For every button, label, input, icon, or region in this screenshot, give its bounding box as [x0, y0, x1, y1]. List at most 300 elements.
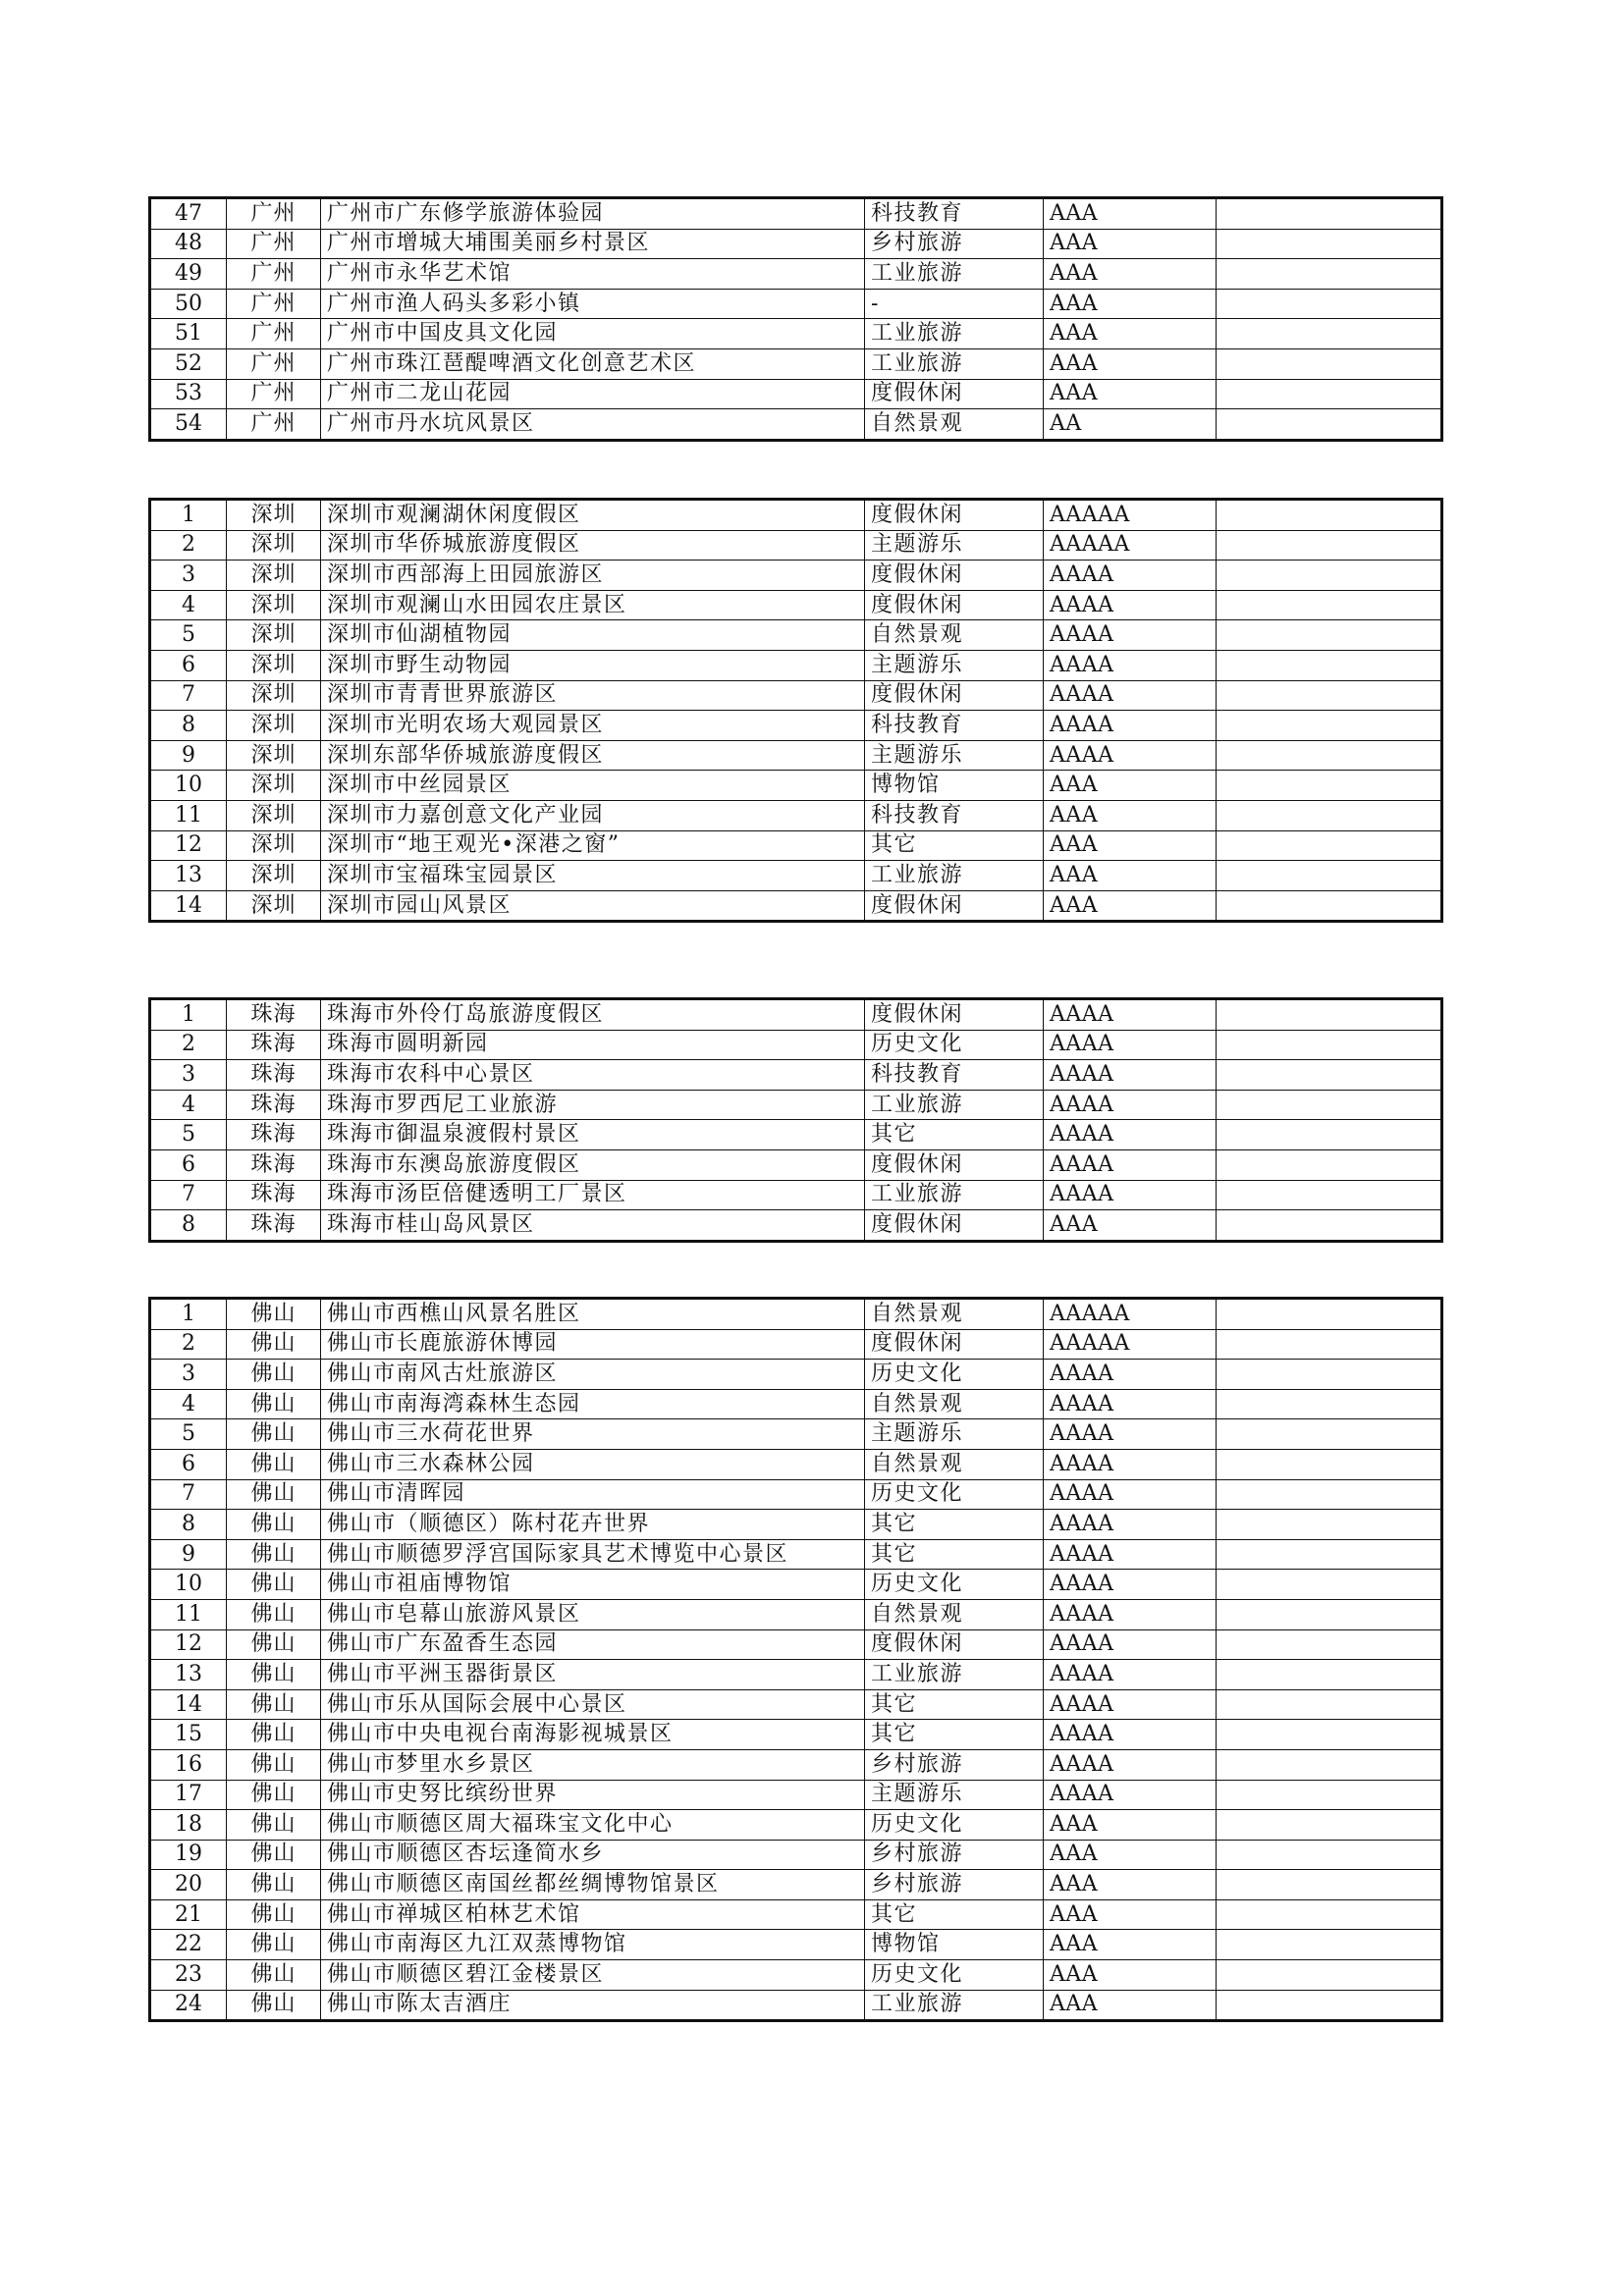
category-cell: 历史文化 — [865, 1030, 1044, 1060]
grade-cell: AAAAA — [1044, 1299, 1217, 1330]
note-cell — [1217, 198, 1442, 230]
table-row — [150, 800, 1442, 830]
table-row — [150, 711, 1442, 741]
city-cell: 深圳 — [227, 561, 321, 591]
row-number: 1 — [150, 1299, 227, 1330]
category-cell: 自然景观 — [865, 1449, 1044, 1479]
row-number: 21 — [150, 1899, 227, 1930]
grade-cell: AAA — [1044, 198, 1217, 230]
scenic-name-cell: 佛山市三水森林公园 — [321, 1449, 865, 1479]
row-number: 8 — [150, 711, 227, 741]
note-cell — [1217, 1840, 1442, 1870]
grade-cell: AAAA — [1044, 1660, 1217, 1690]
row-number: 53 — [150, 379, 227, 409]
category-cell: 其它 — [865, 1689, 1044, 1720]
city-cell: 佛山 — [227, 1479, 321, 1510]
city-cell: 深圳 — [227, 861, 321, 891]
scenic-name-cell: 佛山市乐从国际会展中心景区 — [321, 1689, 865, 1720]
category-cell: 工业旅游 — [865, 319, 1044, 349]
category-cell: 自然景观 — [865, 1299, 1044, 1330]
row-number: 13 — [150, 861, 227, 891]
table-row — [150, 561, 1442, 591]
row-number: 19 — [150, 1840, 227, 1870]
scenic-name-cell: 广州市丹水坑风景区 — [321, 409, 865, 441]
row-number: 18 — [150, 1810, 227, 1841]
table-row — [150, 650, 1442, 680]
scenic-name-cell: 广州市中国皮具文化园 — [321, 319, 865, 349]
grade-cell: AAAA — [1044, 1180, 1217, 1210]
city-cell: 佛山 — [227, 1780, 321, 1810]
note-cell — [1217, 999, 1442, 1031]
table-row — [150, 1780, 1442, 1810]
category-cell: 历史文化 — [865, 1479, 1044, 1510]
scenic-name-cell: 佛山市禅城区柏林艺术馆 — [321, 1899, 865, 1930]
note-cell — [1217, 1899, 1442, 1930]
category-cell: 乡村旅游 — [865, 229, 1044, 259]
category-cell: 工业旅游 — [865, 348, 1044, 379]
table-row — [150, 229, 1442, 259]
note-cell — [1217, 1960, 1442, 1991]
grade-cell: AAAA — [1044, 1090, 1217, 1120]
scenic-name-cell: 佛山市长鹿旅游休博园 — [321, 1329, 865, 1360]
row-number: 6 — [150, 1449, 227, 1479]
note-cell — [1217, 500, 1442, 531]
grade-cell: AAA — [1044, 1990, 1217, 2021]
city-cell: 佛山 — [227, 1960, 321, 1991]
table-row — [150, 1060, 1442, 1091]
note-cell — [1217, 1749, 1442, 1780]
scenic-name-cell: 深圳市野生动物园 — [321, 650, 865, 680]
city-cell: 深圳 — [227, 771, 321, 801]
row-number: 4 — [150, 590, 227, 620]
note-cell — [1217, 830, 1442, 861]
city-cell: 深圳 — [227, 830, 321, 861]
row-number: 6 — [150, 650, 227, 680]
city-cell: 广州 — [227, 348, 321, 379]
note-cell — [1217, 561, 1442, 591]
table-row — [150, 1930, 1442, 1960]
table-row — [150, 259, 1442, 290]
row-number: 12 — [150, 830, 227, 861]
scenic-name-cell: 佛山市顺德区碧江金楼景区 — [321, 1960, 865, 1991]
scenic-name-cell: 珠海市御温泉渡假村景区 — [321, 1120, 865, 1150]
note-cell — [1217, 1479, 1442, 1510]
note-cell — [1217, 1539, 1442, 1570]
row-number: 11 — [150, 800, 227, 830]
note-cell — [1217, 1030, 1442, 1060]
note-cell — [1217, 680, 1442, 711]
scenic-name-cell: 广州市广东修学旅游体验园 — [321, 198, 865, 230]
category-cell: 自然景观 — [865, 409, 1044, 441]
scenic-name-cell: 佛山市中央电视台南海影视城景区 — [321, 1720, 865, 1750]
row-number: 11 — [150, 1599, 227, 1629]
table-row — [150, 1090, 1442, 1120]
category-cell: 主题游乐 — [865, 740, 1044, 771]
table-row — [150, 1329, 1442, 1360]
note-cell — [1217, 740, 1442, 771]
grade-cell: AAA — [1044, 771, 1217, 801]
city-cell: 深圳 — [227, 890, 321, 922]
category-cell: 工业旅游 — [865, 1660, 1044, 1690]
row-number: 3 — [150, 1360, 227, 1390]
scenic-name-cell: 佛山市清晖园 — [321, 1479, 865, 1510]
row-number: 2 — [150, 1329, 227, 1360]
grade-cell: AAA — [1044, 830, 1217, 861]
category-cell: 博物馆 — [865, 771, 1044, 801]
grade-cell: AAA — [1044, 379, 1217, 409]
table-row — [150, 1449, 1442, 1479]
row-number: 4 — [150, 1090, 227, 1120]
row-number: 23 — [150, 1960, 227, 1991]
category-cell: 其它 — [865, 1899, 1044, 1930]
table-row — [150, 620, 1442, 651]
category-cell: 主题游乐 — [865, 650, 1044, 680]
row-number: 14 — [150, 1689, 227, 1720]
city-cell: 佛山 — [227, 1899, 321, 1930]
grade-cell: AAAAA — [1044, 1329, 1217, 1360]
city-cell: 佛山 — [227, 1389, 321, 1419]
scenic-name-cell: 佛山市顺德区南国丝都丝绸博物馆景区 — [321, 1870, 865, 1900]
grade-cell: AAA — [1044, 1840, 1217, 1870]
scenic-name-cell: 深圳东部华侨城旅游度假区 — [321, 740, 865, 771]
table-row — [150, 289, 1442, 319]
table-row — [150, 1870, 1442, 1900]
row-number: 8 — [150, 1510, 227, 1540]
category-cell: 科技教育 — [865, 800, 1044, 830]
grade-cell: AAAA — [1044, 1120, 1217, 1150]
note-cell — [1217, 1870, 1442, 1900]
note-cell — [1217, 379, 1442, 409]
table-row — [150, 1120, 1442, 1150]
table-row — [150, 1389, 1442, 1419]
table-row — [150, 198, 1442, 230]
row-number: 48 — [150, 229, 227, 259]
table-row — [150, 1720, 1442, 1750]
table-row — [150, 1689, 1442, 1720]
category-cell: 其它 — [865, 1120, 1044, 1150]
scenic-name-cell: 广州市珠江琶醍啤酒文化创意艺术区 — [321, 348, 865, 379]
row-number: 14 — [150, 890, 227, 922]
city-cell: 广州 — [227, 289, 321, 319]
category-cell: 历史文化 — [865, 1360, 1044, 1390]
note-cell — [1217, 1720, 1442, 1750]
city-cell: 深圳 — [227, 680, 321, 711]
table-row — [150, 590, 1442, 620]
note-cell — [1217, 348, 1442, 379]
city-cell: 深圳 — [227, 650, 321, 680]
category-cell: 主题游乐 — [865, 1780, 1044, 1810]
category-cell: 自然景观 — [865, 1599, 1044, 1629]
row-number: 51 — [150, 319, 227, 349]
table-row — [150, 1660, 1442, 1690]
note-cell — [1217, 711, 1442, 741]
city-cell: 佛山 — [227, 1599, 321, 1629]
city-cell: 佛山 — [227, 1570, 321, 1600]
table-row — [150, 1570, 1442, 1600]
grade-cell: AAAA — [1044, 1539, 1217, 1570]
city-cell: 珠海 — [227, 1180, 321, 1210]
note-cell — [1217, 890, 1442, 922]
grade-cell: AAAA — [1044, 1510, 1217, 1540]
row-number: 5 — [150, 620, 227, 651]
grade-cell: AAAA — [1044, 999, 1217, 1031]
table-row — [150, 680, 1442, 711]
city-cell: 佛山 — [227, 1810, 321, 1841]
scenic-name-cell: 广州市渔人码头多彩小镇 — [321, 289, 865, 319]
category-cell: 科技教育 — [865, 711, 1044, 741]
city-cell: 佛山 — [227, 1990, 321, 2021]
grade-cell: AAA — [1044, 1930, 1217, 1960]
city-cell: 佛山 — [227, 1329, 321, 1360]
note-cell — [1217, 1810, 1442, 1841]
note-cell — [1217, 1299, 1442, 1330]
note-cell — [1217, 229, 1442, 259]
row-number: 12 — [150, 1629, 227, 1660]
note-cell — [1217, 861, 1442, 891]
city-cell: 佛山 — [227, 1870, 321, 1900]
table-row — [150, 1210, 1442, 1242]
scenic-name-cell: 佛山市南海湾森林生态园 — [321, 1389, 865, 1419]
scenic-name-cell: 深圳市观澜湖休闲度假区 — [321, 500, 865, 531]
scenic-name-cell: 深圳市观澜山水田园农庄景区 — [321, 590, 865, 620]
city-cell: 深圳 — [227, 711, 321, 741]
table-row — [150, 1030, 1442, 1060]
scenic-name-cell: 珠海市农科中心景区 — [321, 1060, 865, 1091]
city-cell: 珠海 — [227, 1210, 321, 1242]
note-cell — [1217, 1660, 1442, 1690]
city-cell: 佛山 — [227, 1749, 321, 1780]
city-cell: 珠海 — [227, 1090, 321, 1120]
grade-cell: AAA — [1044, 890, 1217, 922]
city-cell: 佛山 — [227, 1539, 321, 1570]
table-row — [150, 861, 1442, 891]
category-cell: 主题游乐 — [865, 1419, 1044, 1450]
category-cell: 度假休闲 — [865, 999, 1044, 1031]
city-cell: 广州 — [227, 198, 321, 230]
city-cell: 佛山 — [227, 1360, 321, 1390]
grade-cell: AAA — [1044, 1870, 1217, 1900]
scenic-name-cell: 广州市二龙山花园 — [321, 379, 865, 409]
row-number: 9 — [150, 1539, 227, 1570]
note-cell — [1217, 1419, 1442, 1450]
row-number: 20 — [150, 1870, 227, 1900]
table-row — [150, 1990, 1442, 2021]
city-cell: 深圳 — [227, 530, 321, 561]
scenic-name-cell: 佛山市皂幕山旅游风景区 — [321, 1599, 865, 1629]
category-cell: 历史文化 — [865, 1810, 1044, 1841]
table-row — [150, 771, 1442, 801]
row-number: 7 — [150, 1479, 227, 1510]
city-cell: 珠海 — [227, 1149, 321, 1180]
scenic-name-cell: 珠海市圆明新园 — [321, 1030, 865, 1060]
grade-cell: AAA — [1044, 229, 1217, 259]
scenic-name-cell: 佛山市祖庙博物馆 — [321, 1570, 865, 1600]
city-cell: 珠海 — [227, 1120, 321, 1150]
scenic-name-cell: 深圳市华侨城旅游度假区 — [321, 530, 865, 561]
note-cell — [1217, 1120, 1442, 1150]
table-row — [150, 1840, 1442, 1870]
row-number: 1 — [150, 500, 227, 531]
table-row — [150, 1810, 1442, 1841]
row-number: 10 — [150, 1570, 227, 1600]
scenic-name-cell: 深圳市中丝园景区 — [321, 771, 865, 801]
category-cell: 主题游乐 — [865, 530, 1044, 561]
scenic-name-cell: 佛山市顺德罗浮宫国际家具艺术博览中心景区 — [321, 1539, 865, 1570]
grade-cell: AAAA — [1044, 1449, 1217, 1479]
scenic-name-cell: 深圳市仙湖植物园 — [321, 620, 865, 651]
city-cell: 深圳 — [227, 800, 321, 830]
scenic-name-cell: 深圳市光明农场大观园景区 — [321, 711, 865, 741]
scenic-table-zhuhai — [148, 997, 1443, 1243]
note-cell — [1217, 1149, 1442, 1180]
row-number: 3 — [150, 1060, 227, 1091]
scenic-name-cell: 佛山市广东盈香生态园 — [321, 1629, 865, 1660]
category-cell: 工业旅游 — [865, 1090, 1044, 1120]
row-number: 3 — [150, 561, 227, 591]
grade-cell: AAAA — [1044, 1689, 1217, 1720]
table-row — [150, 1419, 1442, 1450]
table-row — [150, 890, 1442, 922]
note-cell — [1217, 1599, 1442, 1629]
note-cell — [1217, 289, 1442, 319]
table-row — [150, 379, 1442, 409]
note-cell — [1217, 1629, 1442, 1660]
grade-cell: AAA — [1044, 319, 1217, 349]
city-cell: 佛山 — [227, 1510, 321, 1540]
category-cell: 度假休闲 — [865, 561, 1044, 591]
grade-cell: AAA — [1044, 1210, 1217, 1242]
category-cell: - — [865, 289, 1044, 319]
category-cell: 度假休闲 — [865, 1629, 1044, 1660]
grade-cell: AAAA — [1044, 1060, 1217, 1091]
grade-cell: AAAA — [1044, 620, 1217, 651]
category-cell: 度假休闲 — [865, 379, 1044, 409]
table-row — [150, 1899, 1442, 1930]
category-cell: 历史文化 — [865, 1570, 1044, 1600]
city-cell: 佛山 — [227, 1720, 321, 1750]
city-cell: 佛山 — [227, 1629, 321, 1660]
row-number: 16 — [150, 1749, 227, 1780]
row-number: 7 — [150, 680, 227, 711]
table-row — [150, 1180, 1442, 1210]
category-cell: 乡村旅游 — [865, 1870, 1044, 1900]
city-cell: 佛山 — [227, 1930, 321, 1960]
table-row — [150, 319, 1442, 349]
city-cell: 广州 — [227, 409, 321, 441]
table-row — [150, 348, 1442, 379]
grade-cell: AAAA — [1044, 680, 1217, 711]
scenic-name-cell: 佛山市南风古灶旅游区 — [321, 1360, 865, 1390]
city-cell: 珠海 — [227, 999, 321, 1031]
scenic-name-cell: 佛山市梦里水乡景区 — [321, 1749, 865, 1780]
note-cell — [1217, 1210, 1442, 1242]
grade-cell: AAAA — [1044, 1780, 1217, 1810]
scenic-name-cell: 珠海市东澳岛旅游度假区 — [321, 1149, 865, 1180]
row-number: 22 — [150, 1930, 227, 1960]
row-number: 7 — [150, 1180, 227, 1210]
grade-cell: AAA — [1044, 861, 1217, 891]
category-cell: 度假休闲 — [865, 1149, 1044, 1180]
city-cell: 佛山 — [227, 1689, 321, 1720]
scenic-name-cell: 深圳市青青世界旅游区 — [321, 680, 865, 711]
scenic-name-cell: 深圳市园山风景区 — [321, 890, 865, 922]
row-number: 1 — [150, 999, 227, 1031]
category-cell: 科技教育 — [865, 198, 1044, 230]
grade-cell: AAAA — [1044, 1720, 1217, 1750]
scenic-table-foshan — [148, 1297, 1443, 2022]
table-row — [150, 1960, 1442, 1991]
grade-cell: AAAA — [1044, 1749, 1217, 1780]
row-number: 10 — [150, 771, 227, 801]
scenic-name-cell: 佛山市陈太吉酒庄 — [321, 1990, 865, 2021]
category-cell: 乡村旅游 — [865, 1840, 1044, 1870]
city-cell: 广州 — [227, 319, 321, 349]
grade-cell: AAAA — [1044, 1479, 1217, 1510]
table-row — [150, 500, 1442, 531]
scenic-name-cell: 深圳市西部海上田园旅游区 — [321, 561, 865, 591]
note-cell — [1217, 620, 1442, 651]
grade-cell: AAAA — [1044, 1389, 1217, 1419]
city-cell: 珠海 — [227, 1060, 321, 1091]
city-cell: 广州 — [227, 259, 321, 290]
row-number: 5 — [150, 1120, 227, 1150]
scenic-name-cell: 佛山市顺德区周大福珠宝文化中心 — [321, 1810, 865, 1841]
row-number: 8 — [150, 1210, 227, 1242]
category-cell: 工业旅游 — [865, 861, 1044, 891]
scenic-name-cell: 深圳市“地王观光•深港之窗” — [321, 830, 865, 861]
scenic-name-cell: 佛山市平洲玉器街景区 — [321, 1660, 865, 1690]
scenic-name-cell: 佛山市（顺德区）陈村花卉世界 — [321, 1510, 865, 1540]
table-row — [150, 1299, 1442, 1330]
city-cell: 广州 — [227, 229, 321, 259]
category-cell: 工业旅游 — [865, 1180, 1044, 1210]
city-cell: 佛山 — [227, 1449, 321, 1479]
row-number: 47 — [150, 198, 227, 230]
note-cell — [1217, 1060, 1442, 1091]
scenic-name-cell: 珠海市汤臣倍健透明工厂景区 — [321, 1180, 865, 1210]
row-number: 54 — [150, 409, 227, 441]
table-row — [150, 1629, 1442, 1660]
grade-cell: AAAA — [1044, 1360, 1217, 1390]
grade-cell: AAAA — [1044, 561, 1217, 591]
category-cell: 度假休闲 — [865, 590, 1044, 620]
grade-cell: AAAAA — [1044, 500, 1217, 531]
note-cell — [1217, 1180, 1442, 1210]
table-row — [150, 1749, 1442, 1780]
grade-cell: AAAA — [1044, 1149, 1217, 1180]
table-row — [150, 1510, 1442, 1540]
table-row — [150, 1599, 1442, 1629]
category-cell: 历史文化 — [865, 1960, 1044, 1991]
category-cell: 博物馆 — [865, 1930, 1044, 1960]
row-number: 2 — [150, 530, 227, 561]
grade-cell: AAA — [1044, 800, 1217, 830]
grade-cell: AAAA — [1044, 1030, 1217, 1060]
row-number: 24 — [150, 1990, 227, 2021]
category-cell: 度假休闲 — [865, 890, 1044, 922]
city-cell: 广州 — [227, 379, 321, 409]
row-number: 50 — [150, 289, 227, 319]
grade-cell: AAAA — [1044, 711, 1217, 741]
note-cell — [1217, 1090, 1442, 1120]
category-cell: 乡村旅游 — [865, 1749, 1044, 1780]
note-cell — [1217, 1570, 1442, 1600]
category-cell: 自然景观 — [865, 1389, 1044, 1419]
note-cell — [1217, 1360, 1442, 1390]
grade-cell: AAAA — [1044, 590, 1217, 620]
category-cell: 其它 — [865, 1539, 1044, 1570]
city-cell: 深圳 — [227, 740, 321, 771]
